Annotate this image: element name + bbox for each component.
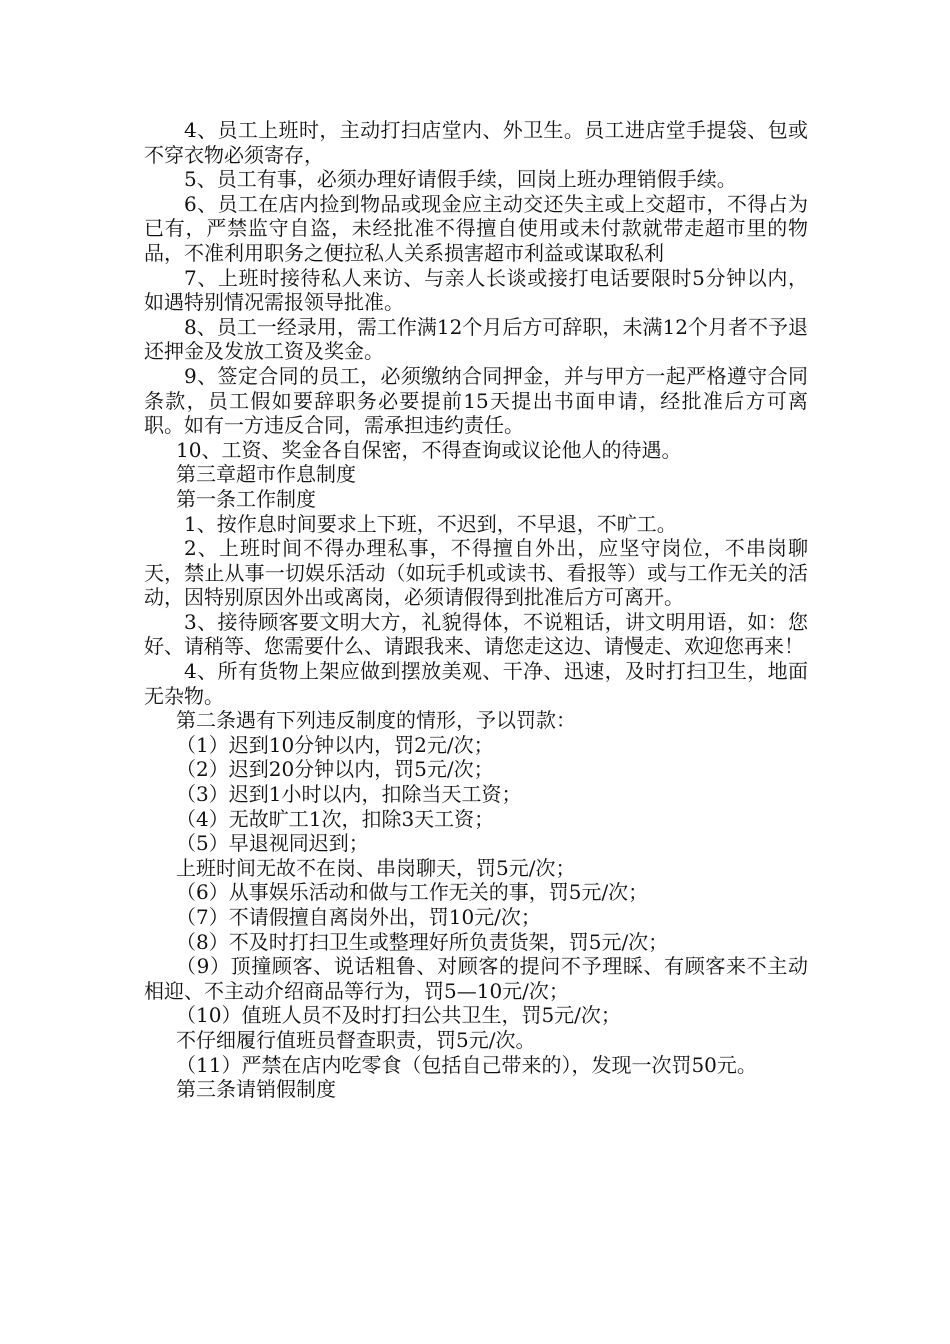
paragraph-work-1: 1、按作息时间要求上下班，不迟到，不早退，不旷工。 <box>184 511 677 536</box>
chapter-heading: 第三章超市作息制度 <box>176 462 356 487</box>
paragraph-rule-7: 7、上班时接待私人来访、与亲人长谈或接打电话要限时5分钟以内，如遇特别情况需报领导批准。 <box>144 265 808 315</box>
article-heading-work-system: 第一条工作制度 <box>176 486 316 511</box>
fine-item-3: （3）迟到1小时以内，扣除当天工资； <box>176 782 522 807</box>
paragraph-rule-10: 10、工资、奖金各自保密，不得查询或议论他人的待遇。 <box>176 437 682 462</box>
fine-item-8: （8）不及时打扫卫生或整理好所负责货架，罚5元/次； <box>176 929 669 954</box>
fine-item-2: （2）迟到20分钟以内，罚5元/次； <box>176 757 494 782</box>
paragraph-rule-8: 8、员工一经录用，需工作满12个月后方可辞职，未满12个月者不予退还押金及发放工资及奖金。 <box>144 314 808 364</box>
paragraph-work-2: 2、上班时间不得办理私事，不得擅自外出，应坚守岗位，不串岗聊天，禁止从事一切娱乐活动（如玩手机或读书、看报等）或与工作无关的活动，因特别原因外出或离岗，必须请假得到批准后方可离开。 <box>144 536 808 610</box>
fine-item-9: （9）顶撞顾客、说话粗鲁、对顾客的提问不予理睬、有顾客来不主动相迎、不主动介绍商品等行为，罚5—10元/次； <box>144 954 808 1003</box>
document-page <box>144 118 808 1102</box>
fine-item-6: （6）从事娱乐活动和做与工作无关的事，罚5元/次； <box>176 880 649 905</box>
paragraph-rule-6: 6、员工在店内捡到物品或现金应主动交还失主或上交超市，不得占为已有，严禁监守自盗，未经批准不得擅自使用或未付款就带走超市里的物品，不准利用职务之便拉私人关系损害超市利益或谋取私利 <box>144 191 808 265</box>
article-heading-fines: 第二条遇有下列违反制度的情形，予以罚款： <box>176 708 576 733</box>
fine-item-7: （7）不请假擅自离岗外出，罚10元/次； <box>176 905 541 929</box>
paragraph-rule-9: 9、签定合同的员工，必须缴纳合同押金，并与甲方一起严格遵守合同条款，员工假如要辞职务必要提前15天提出书面申请，经批准后方可离职。如有一方违反合同，需承担违约责任。 <box>144 363 808 438</box>
fine-item-10: （10）值班人员不及时打扫公共卫生，罚5元/次； <box>176 1003 621 1028</box>
paragraph-work-4: 4、所有货物上架应做到摆放美观、干净、迅速，及时打扫卫生，地面无杂物。 <box>144 659 808 708</box>
article-heading-leave: 第三条请销假制度 <box>176 1077 336 1102</box>
paragraph-rule-4: 4、员工上班时，主动打扫店堂内、外卫生。员工进店堂手提袋、包或不穿衣物必须寄存， <box>144 118 808 167</box>
fine-item-11: （11）严禁在店内吃零食（包括自己带来的），发现一次罚50元。 <box>176 1052 757 1077</box>
fine-item-4: （4）无故旷工1次，扣除3天工资； <box>176 806 495 831</box>
paragraph-rule-5: 5、员工有事，必须办理好请假手续，回岗上班办理销假手续。 <box>184 167 737 192</box>
fine-item-5: （5）早退视同迟到； <box>176 831 369 856</box>
fine-item-1: （1）迟到10分钟以内，罚2元/次； <box>176 732 494 757</box>
fine-item-duty: 不仔细履行值班员督查职责，罚5元/次。 <box>176 1027 536 1052</box>
paragraph-work-3: 3、接待顾客要文明大方，礼貌得体，不说粗话，讲文明用语，如：您好、请稍等、您需要什么、请跟我来、请您走这边、请慢走、欢迎您再来！ <box>144 609 808 659</box>
fine-item-absent: 上班时间无故不在岗、串岗聊天，罚5元/次； <box>176 855 576 880</box>
